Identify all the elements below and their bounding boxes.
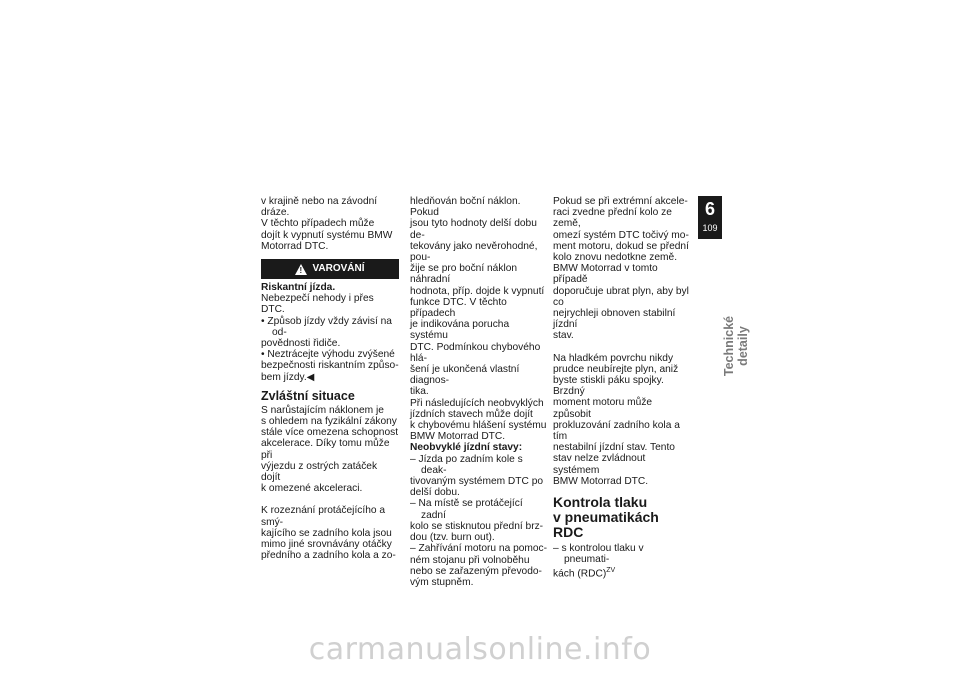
column-2 [410, 196, 548, 588]
paragraph-line: byste stiskli páku spojky. Brzdný [553, 375, 664, 398]
paragraph-line: akcelerace. Díky tomu může při [261, 438, 390, 461]
warning-text: Nebezpečí nehody i přes DTC. [261, 293, 374, 316]
paragraph-line: jsou tyto hodnoty delší dobu de- [410, 218, 537, 241]
dash-item: – Zahřívání motoru na pomoc- ném stojanu při volnoběhu nebo se zařazeným převodo- vým stupněm. [410, 543, 548, 588]
paragraph-line: předního a zadního kola a zo- [261, 550, 396, 562]
paragraph-line: je indikována porucha systému [410, 319, 510, 342]
paragraph-line: S narůstajícím náklonem je [261, 404, 384, 416]
warning-label: VAROVÁNÍ [312, 263, 365, 275]
paragraph-line: hledňován boční náklon. Pokud [410, 196, 521, 219]
bullet-item: • Neztrácejte výhodu zvýšené bezpečnosti riskantním způso- bem jízdy.◀ [261, 349, 399, 383]
paragraph-line: DTC. Podmínkou chybového hlá- [410, 341, 541, 364]
column-1 [261, 196, 399, 561]
paragraph-line: BMW Motorrad DTC. [410, 431, 506, 443]
paragraph-line: nestabilní jízdní stav. Tento [553, 442, 675, 454]
paragraph-line: Při následujících neobvyklých [410, 397, 544, 409]
warning-banner [261, 259, 399, 279]
page-number: 109 [702, 223, 718, 233]
paragraph-line: Pokud se při extrémní akcele- [553, 196, 688, 207]
column-3 [553, 196, 691, 580]
bullet-item: • Způsob jízdy vždy závisí na od- povědnosti řidiče. [261, 315, 392, 350]
dash-item: – s kontrolou tlaku v pneumati- kách (RDC)$^{ZV}$ [553, 543, 644, 580]
paragraph-line: BMW Motorrad DTC. [553, 475, 649, 487]
paragraph-line: kajícího se zadního kola jsou [261, 527, 392, 539]
paragraph-line: moment motoru může způsobit [553, 397, 653, 420]
paragraph-line: tekovány jako nevěrohodné, pou- [410, 240, 538, 264]
paragraph-line: šení je ukončená vlastní diagnos- [410, 364, 520, 387]
paragraph-line: raci zvedne přední kolo ze země, [553, 207, 672, 230]
dash-item: – Jízda po zadním kole s deak- tivovaným systémem DTC po delší dobu. [410, 453, 544, 499]
warning-title: Riskantní jízda. [261, 282, 336, 294]
paragraph-line: k omezené akceleraci. [261, 483, 363, 495]
paragraph-line: K rozeznání protáčejícího a smý- [261, 505, 386, 528]
paragraph-line: doporučuje ubrat plyn, aby byl co [553, 285, 689, 308]
paragraph-line: prudce neubírejte plyn, aniž [553, 363, 679, 375]
paragraph-line: ment motoru, dokud se přední [553, 240, 689, 252]
paragraph-line: stále více omezena schopnost [261, 427, 399, 439]
paragraph-line: hodnota, příp. dojde k vypnutí [410, 285, 545, 297]
intro-line: dojít k vypnutí systému BMW [261, 229, 393, 241]
paragraph-line: stav nelze zvládnout systémem [553, 453, 646, 476]
dash-item: – Na místě se protáčející zadní kolo se stisknutou přední brz- dou (tzv. burn out). [410, 498, 544, 544]
intro-line: V těchto případech může [261, 218, 375, 230]
chapter-tab [698, 196, 722, 239]
paragraph-line: prokluzování zadního kola a tím [553, 419, 680, 443]
paragraph-line: žije se pro boční náklon náhradní [410, 263, 518, 286]
watermark: carmanualsonline.info [308, 632, 652, 667]
paragraph-line: funkce DTC. V těchto případech [410, 296, 507, 320]
paragraph-line: mimo jiné srovnávány otáčky [261, 539, 392, 551]
paragraph-line: nejrychleji obnoven stabilní jízdní [553, 308, 676, 331]
optional-equipment-mark: ZV [606, 567, 616, 575]
chapter-number: 6 [704, 199, 715, 219]
paragraph-line: k chybovému hlášení systému [410, 420, 547, 432]
warning-triangle-icon: ! [295, 264, 307, 275]
intro-line: v krajině nebo na závodní dráze. [261, 196, 378, 219]
section-title-vertical: Technické detaily [722, 315, 750, 377]
paragraph-line: BMW Motorrad v tomto případě [553, 263, 658, 286]
paragraph-line: kolo znovu nedotkne země. [553, 252, 678, 264]
section-heading: Kontrola tlaku v pneumatikách RDC [553, 494, 659, 541]
paragraph-line: tika. [410, 386, 429, 398]
paragraph-line: jízdních stavech může dojít [410, 408, 533, 420]
section-heading: Zvláštní situace [261, 388, 355, 403]
intro-line: Motorrad DTC. [261, 240, 329, 252]
paragraph-line: výjezdu z ostrých zatáček dojít [261, 460, 378, 484]
paragraph-line: stav. [553, 330, 574, 342]
paragraph-line: s ohledem na fyzikální zákony [261, 416, 397, 428]
paragraph-line: Na hladkém povrchu nikdy [553, 352, 674, 364]
list-heading: Neobvyklé jízdní stavy: [410, 442, 523, 454]
paragraph-line: omezí systém DTC točivý mo- [553, 229, 689, 241]
